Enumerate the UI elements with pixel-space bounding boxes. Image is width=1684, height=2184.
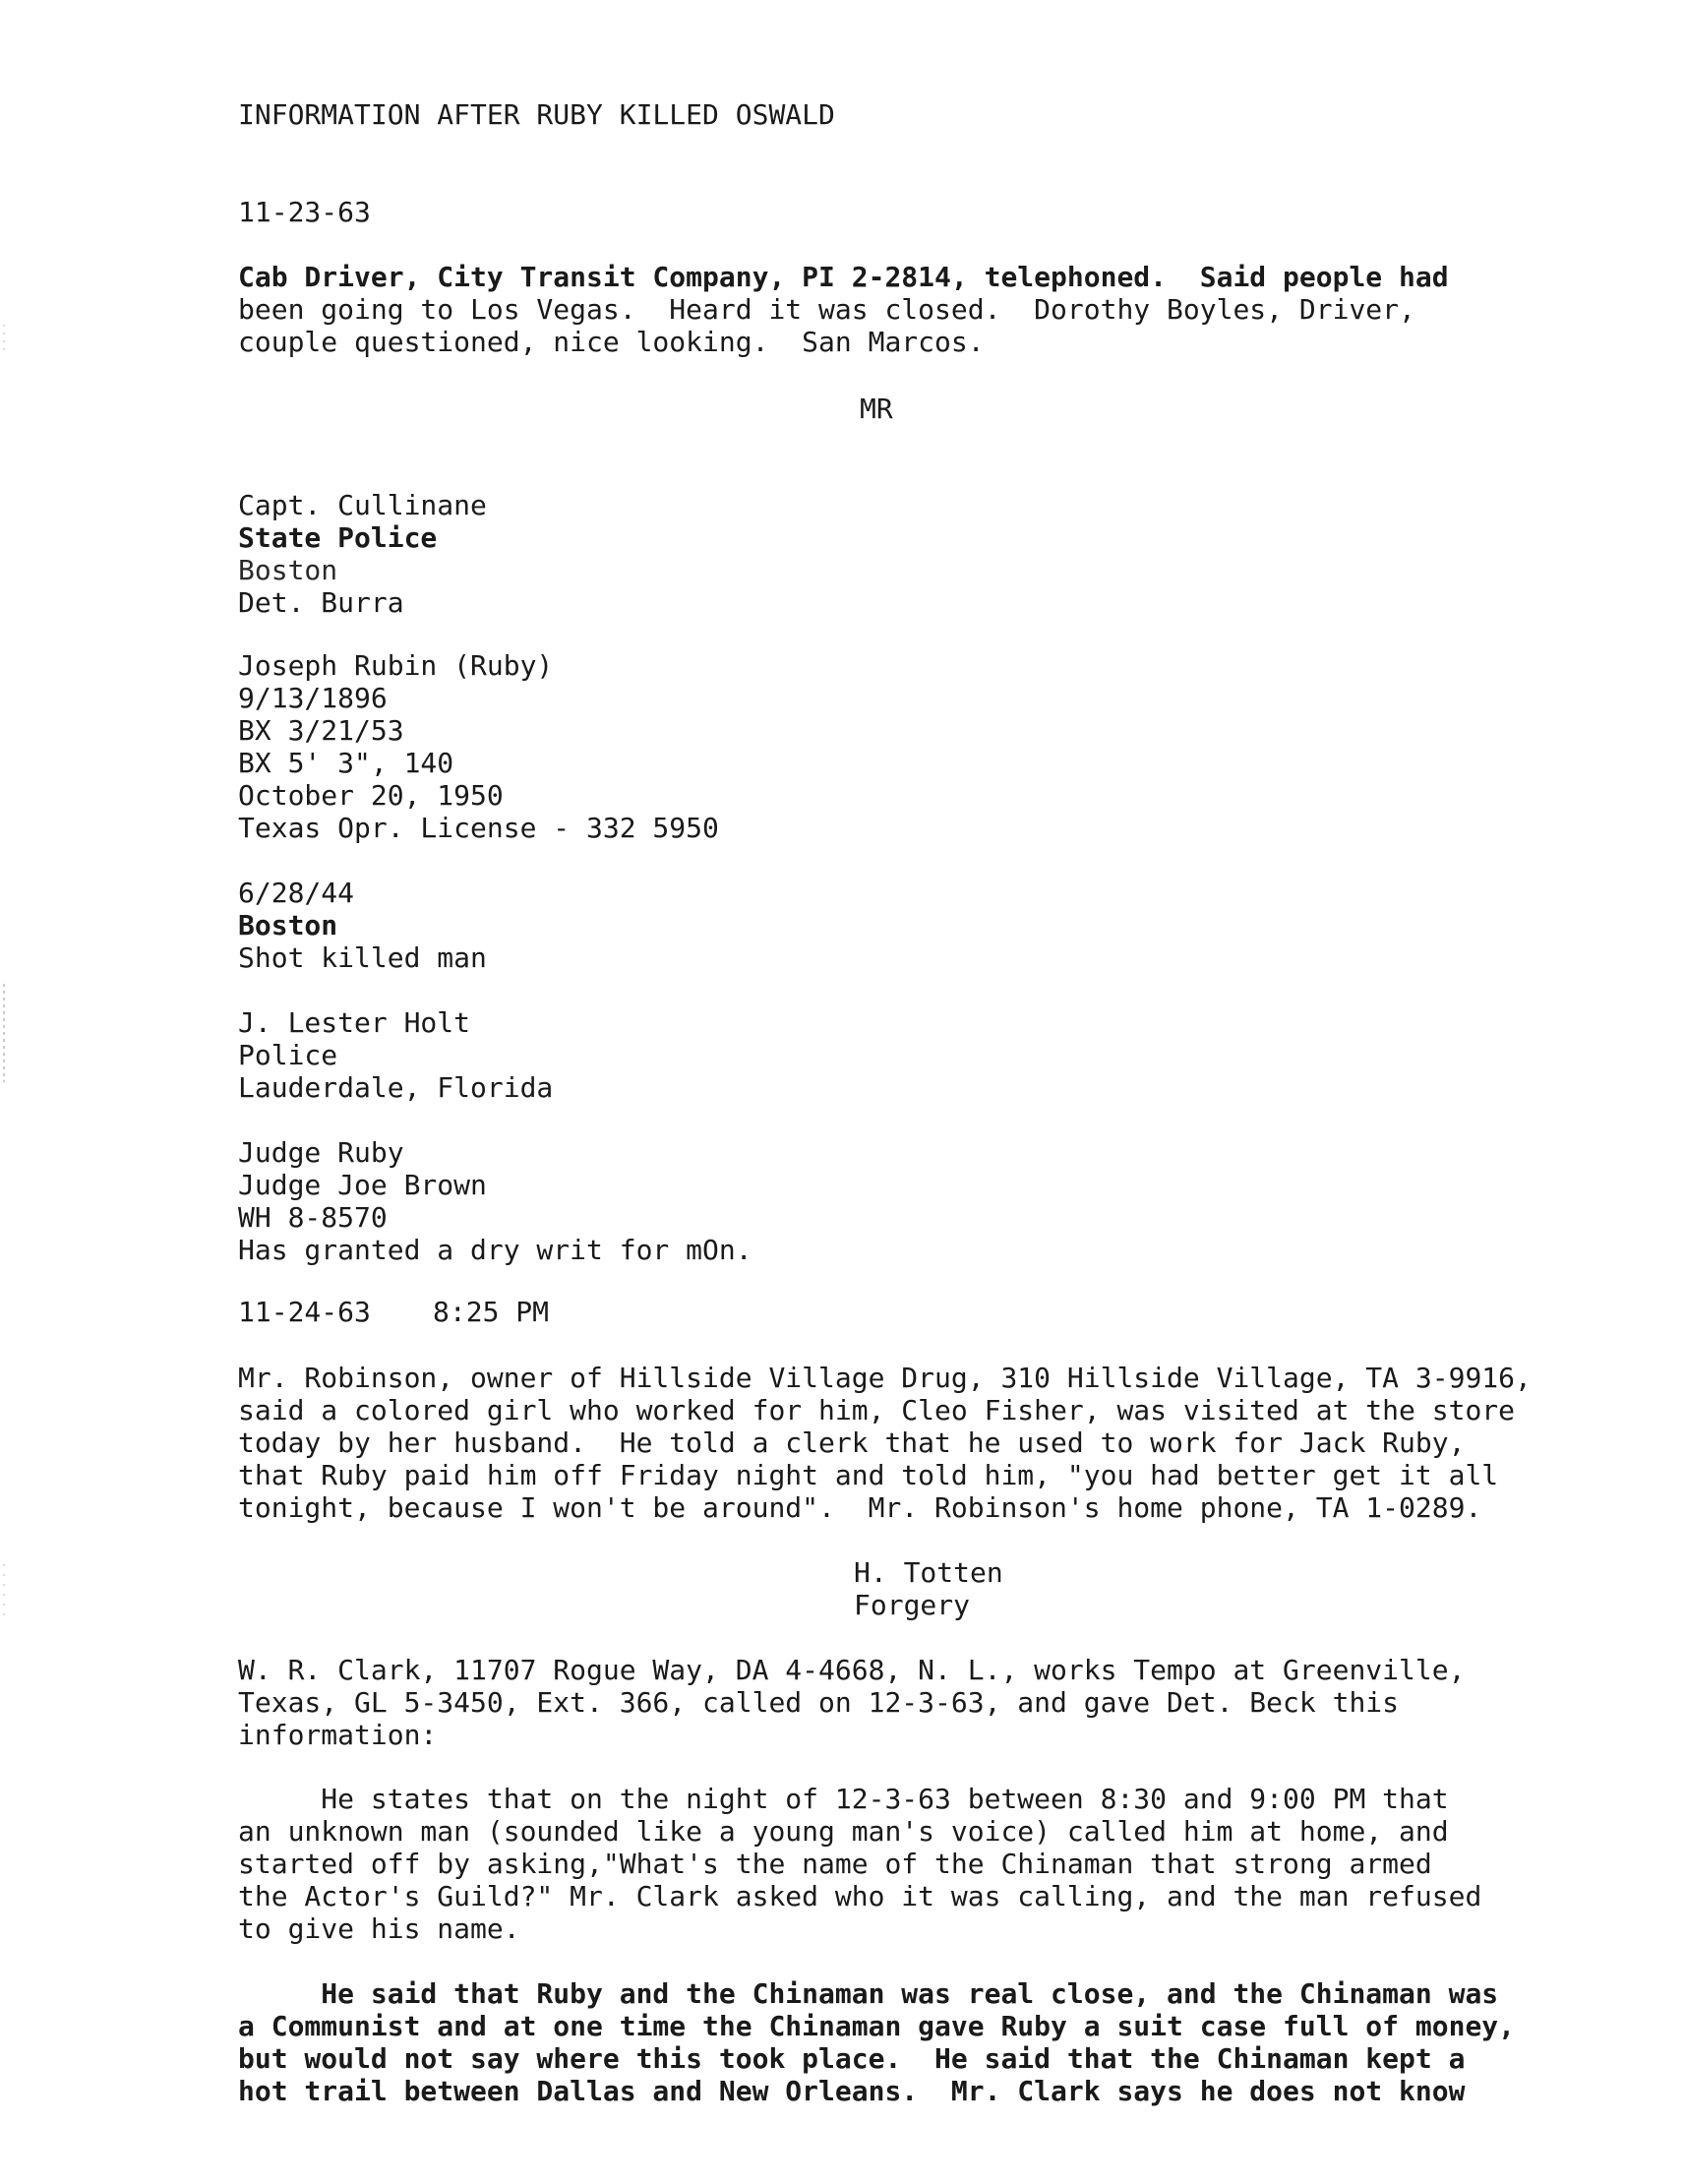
contact-line: Boston: [238, 554, 338, 586]
entry2-line: said a colored girl who worked for him, Cleo Fisher, was visited at the store: [238, 1394, 1516, 1426]
entry2-time: 8:25 PM: [433, 1296, 550, 1328]
margin-scan-marks: [0, 0, 8, 2184]
document-title: INFORMATION AFTER RUBY KILLED OSWALD: [238, 98, 835, 131]
contact-line: Capt. Cullinane: [238, 489, 487, 521]
contact-line: Det. Burra: [238, 586, 404, 619]
contact-line: BX 3/21/53: [238, 714, 404, 747]
entry3-intro-line: information:: [238, 1719, 438, 1751]
entry3-para2-line: but would not say where this took place. He said that the Chinaman kept a: [238, 2042, 1466, 2075]
contact-line: October 20, 1950: [238, 779, 504, 812]
contact-line: J. Lester Holt: [238, 1006, 471, 1039]
contact-line: 9/13/1896: [238, 682, 388, 714]
entry2-line: Mr. Robinson, owner of Hillside Village Drug, 310 Hillside Village, TA 3-9916,: [238, 1362, 1532, 1394]
entry1-date: 11-23-63: [238, 196, 371, 228]
contact-line: 6/28/44: [238, 877, 355, 909]
contact-line: Lauderdale, Florida: [238, 1071, 554, 1104]
contact-line: Texas Opr. License - 332 5950: [238, 812, 719, 844]
entry3-intro-line: W. R. Clark, 11707 Rogue Way, DA 4-4668, N. L., works Tempo at Greenville,: [238, 1654, 1466, 1686]
entry2-signature: Forgery: [854, 1589, 971, 1621]
entry1-line: Cab Driver, City Transit Company, PI 2-2814, telephoned. Said people had: [238, 261, 1449, 293]
entry2-signature: H. Totten: [854, 1556, 1003, 1589]
contact-line: State Police: [238, 521, 438, 554]
entry1-initials: MR: [860, 393, 893, 425]
contact-line: Joseph Rubin (Ruby): [238, 649, 554, 682]
entry3-para2-line: a Communist and at one time the Chinaman gave Ruby a suit case full of money,: [238, 2010, 1516, 2042]
entry3-para2-line: hot trail between Dallas and New Orleans. Mr. Clark says he does not know: [238, 2075, 1466, 2107]
contact-line: Boston: [238, 909, 338, 941]
contact-line: Police: [238, 1039, 338, 1071]
entry2-date: 11-24-63: [238, 1296, 371, 1328]
entry3-intro-line: Texas, GL 5-3450, Ext. 366, called on 12-3-63, and gave Det. Beck this: [238, 1686, 1400, 1719]
entry3-para1-line: the Actor's Guild?" Mr. Clark asked who it was calling, and the man refused: [238, 1880, 1482, 1912]
contact-line: WH 8-8570: [238, 1201, 388, 1234]
contact-line: Shot killed man: [238, 941, 487, 974]
entry3-para2-line: He said that Ruby and the Chinaman was real close, and the Chinaman was: [238, 1977, 1499, 2010]
contact-line: Judge Ruby: [238, 1136, 404, 1169]
entry1-line: been going to Los Vegas. Heard it was closed. Dorothy Boyles, Driver,: [238, 293, 1415, 326]
entry3-para1-line: to give his name.: [238, 1912, 520, 1945]
entry2-line: that Ruby paid him off Friday night and told him, "you had better get it all: [238, 1459, 1499, 1491]
contact-line: Judge Joe Brown: [238, 1169, 487, 1201]
entry3-para1-line: an unknown man (sounded like a young man's voice) called him at home, and: [238, 1815, 1449, 1848]
entry1-line: couple questioned, nice looking. San Marcos.: [238, 326, 985, 358]
entry3-para1-line: He states that on the night of 12-3-63 between 8:30 and 9:00 PM that: [238, 1783, 1449, 1815]
contact-line: Has granted a dry writ for mOn.: [238, 1234, 752, 1266]
contact-line: BX 5' 3", 140: [238, 747, 454, 779]
entry2-line: today by her husband. He told a clerk that he used to work for Jack Ruby,: [238, 1426, 1466, 1459]
entry2-line: tonight, because I won't be around". Mr. Robinson's home phone, TA 1-0289.: [238, 1491, 1482, 1524]
entry3-para1-line: started off by asking,"What's the name of the Chinaman that strong armed: [238, 1848, 1432, 1880]
